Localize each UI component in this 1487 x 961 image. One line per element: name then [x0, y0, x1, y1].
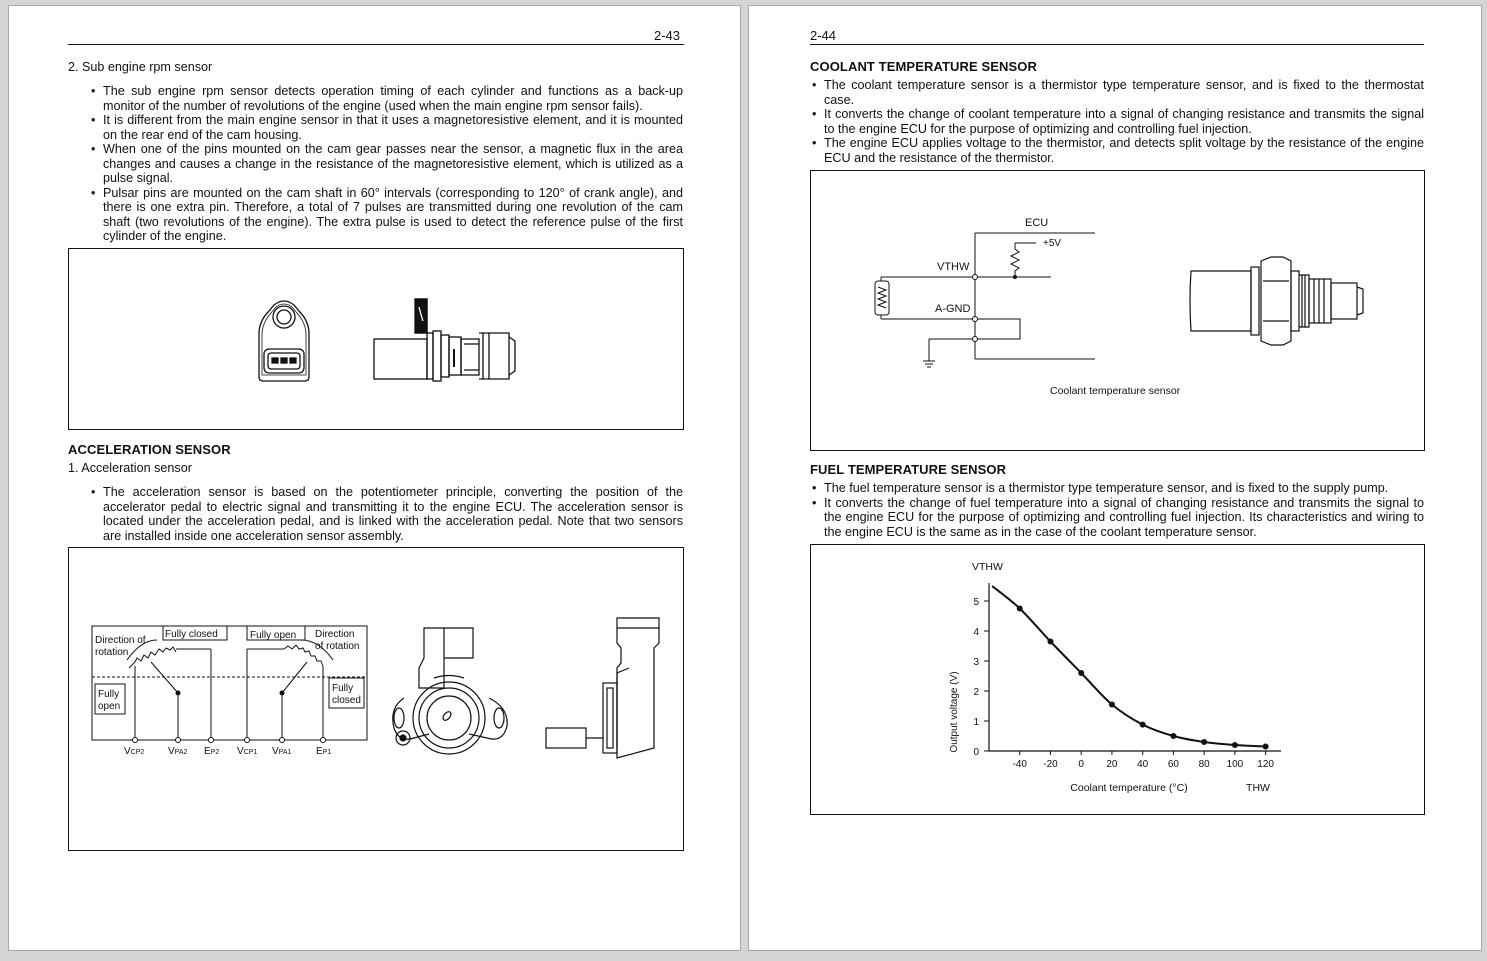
page-2-43: [8, 5, 741, 951]
supply-voltage-label: +5V: [1043, 238, 1062, 249]
x-tick-label: -40: [1012, 759, 1027, 770]
bullet-item: • It is different from the main engine sensor in that it uses a magnetoresistive element, and it is mounted on the rear end of the cam housing.: [89, 113, 683, 142]
bullet-item: • The coolant temperature sensor is a thermistor type temperature sensor, and is fixed to the thermostat case.: [810, 78, 1424, 107]
chart-series: [992, 586, 1269, 750]
acceleration-subtitle: 1. Acceleration sensor: [68, 461, 192, 475]
bullet-item: • The sub engine rpm sensor detects operation timing of each cylinder and functions as a back-up monitor of the number of revolutions of the engine (used when the main engine rpm sensor fails).: [89, 84, 683, 113]
fully-closed-side-label: Fully: [332, 683, 354, 694]
pullup-resistor: [1011, 249, 1019, 277]
x-tick-label: 100: [1226, 759, 1244, 770]
direction-label-right: Direction: [315, 629, 355, 640]
direction-label-right-2: of rotation: [315, 641, 360, 652]
fully-closed-label: Fully closed: [165, 629, 218, 640]
coolant-bullet-list: [810, 78, 1424, 165]
fully-open-side-label: Fully: [98, 689, 120, 700]
x-tick-label: 80: [1198, 759, 1210, 770]
y-tick-label: 0: [973, 747, 979, 758]
terminal-label-vcp1: VCP1: [237, 746, 258, 757]
data-point: [1140, 722, 1146, 728]
agnd-label: A-GND: [935, 303, 971, 315]
chart-x-axis-name: THW: [1246, 782, 1270, 794]
output-voltage-chart-figure: [810, 544, 1425, 815]
bullet-item: • The engine ECU applies voltage to the thermistor, and detects split voltage by the resistance of the engine ECU and the resistance of the thermistor.: [810, 136, 1424, 165]
data-point: [1078, 670, 1084, 676]
fuel-bullet-list: [810, 481, 1424, 539]
y-tick-label: 5: [973, 597, 979, 608]
data-point: [1232, 742, 1238, 748]
data-point: [1047, 639, 1053, 645]
voltage-curve: [992, 586, 1266, 747]
page-2-44: [748, 5, 1482, 951]
terminal-label-vpa1: VPA1: [272, 746, 292, 757]
chart-x-axis-label: Coolant temperature (°C): [1070, 782, 1188, 794]
bullet-item: • The fuel temperature sensor is a thermistor type temperature sensor, and is fixed to the supply pump.: [810, 481, 1424, 496]
data-point: [1017, 606, 1023, 612]
chart-y-axis-name: VTHW: [972, 561, 1003, 573]
x-tick-label: -20: [1043, 759, 1058, 770]
left-resistor-arc: [129, 647, 176, 668]
data-point: [1263, 744, 1269, 750]
chart-y-axis-label: Output voltage (V): [949, 671, 960, 753]
direction-label-left: Direction of: [95, 635, 146, 646]
bullet-item: • It converts the change of coolant temperature into a signal of changing resistance and transmits the signal to the engine ECU for the purpose of optimizing and controlling fuel injection.: [810, 107, 1424, 136]
terminal-label-ep2: EP2: [204, 746, 220, 757]
coolant-sensor-figure: [810, 170, 1425, 451]
data-point: [1109, 702, 1115, 708]
vthw-label: VTHW: [937, 261, 970, 273]
fully-open-label: Fully open: [250, 630, 297, 641]
header-rule: [68, 44, 684, 45]
output-voltage-chart: [811, 545, 1424, 814]
accel-sensor-front-illustration: [393, 628, 507, 754]
data-point: [1170, 733, 1176, 739]
terminal-label-vpa2: VPA2: [168, 746, 188, 757]
rpm-sensor-illustration: [69, 249, 683, 429]
direction-label-left-2: rotation: [95, 647, 129, 658]
x-tick-label: 60: [1167, 759, 1179, 770]
coolant-sensor-illustration: [1190, 257, 1363, 345]
x-tick-label: 0: [1078, 759, 1084, 770]
y-tick-label: 3: [973, 657, 979, 668]
header-rule: [810, 44, 1424, 45]
coolant-temperature-sensor-heading: COOLANT TEMPERATURE SENSOR: [810, 59, 1037, 74]
acceleration-sensor-heading: ACCELERATION SENSOR: [68, 442, 231, 457]
chart-axes: [989, 583, 1281, 751]
acceleration-sensor-diagram: [69, 548, 683, 850]
fully-closed-side-label-2: closed: [332, 695, 361, 706]
x-tick-label: 120: [1257, 759, 1274, 770]
terminal-label-vcp2: VCP2: [124, 746, 145, 757]
coolant-sensor-caption: Coolant temperature sensor: [1050, 385, 1181, 397]
ecu-label: ECU: [1025, 217, 1049, 229]
terminal-label-ep1: EP1: [316, 746, 332, 757]
bullet-item: • When one of the pins mounted on the cam gear passes near the sensor, a magnetic flux in the area changes and causes a change in the resistance of the magnetoresistive element, which is utilized as a pulse signal.: [89, 142, 683, 186]
sub-rpm-sensor-figure: [68, 248, 684, 430]
page-number: 2-44: [810, 28, 837, 43]
fully-open-side-label-2: open: [98, 701, 121, 712]
coolant-sensor-circuit: [811, 171, 1424, 450]
sub-rpm-bullet-list: [89, 84, 683, 244]
accel-sensor-side-illustration: [546, 618, 659, 758]
subsection-title: 2. Sub engine rpm sensor: [68, 60, 213, 74]
page-number: 2-43: [654, 28, 681, 43]
bullet-item: • It converts the change of fuel temperature into a signal of changing resistance and transmits the signal to the engine ECU for the purpose of optimizing and controlling fuel injection. Its characteristics and wiring to the engine ECU is the same as in the case of the coolant temperature sensor.: [810, 496, 1424, 540]
bullet-item: • Pulsar pins are mounted on the cam shaft in 60° intervals (corresponding to 120° of crank angle), and there is one extra pin. Therefore, a total of 7 pulses are transmitted during one revolution of the cam shaft (two revolutions of the engine). The extra pulse is used to detect the reference pulse of the first cylinder of the engine.: [89, 186, 683, 244]
fuel-temperature-sensor-heading: FUEL TEMPERATURE SENSOR: [810, 462, 1007, 477]
data-point: [1201, 739, 1207, 745]
bullet-item: • The acceleration sensor is based on the potentiometer principle, converting the position of the accelerator pedal to electric signal and transmitting it to the engine ECU. The acceleration sensor is located under the acceleration pedal, and is linked with the acceleration pedal. Note that two sensors are installed inside one acceleration sensor assembly.: [89, 485, 683, 543]
y-tick-label: 1: [973, 717, 979, 728]
x-tick-label: 20: [1106, 759, 1118, 770]
acceleration-sensor-figure: [68, 547, 684, 851]
y-tick-label: 2: [973, 687, 979, 698]
accel-bullet-list: [89, 485, 683, 543]
x-tick-label: 40: [1137, 759, 1149, 770]
y-tick-label: 4: [973, 627, 979, 638]
